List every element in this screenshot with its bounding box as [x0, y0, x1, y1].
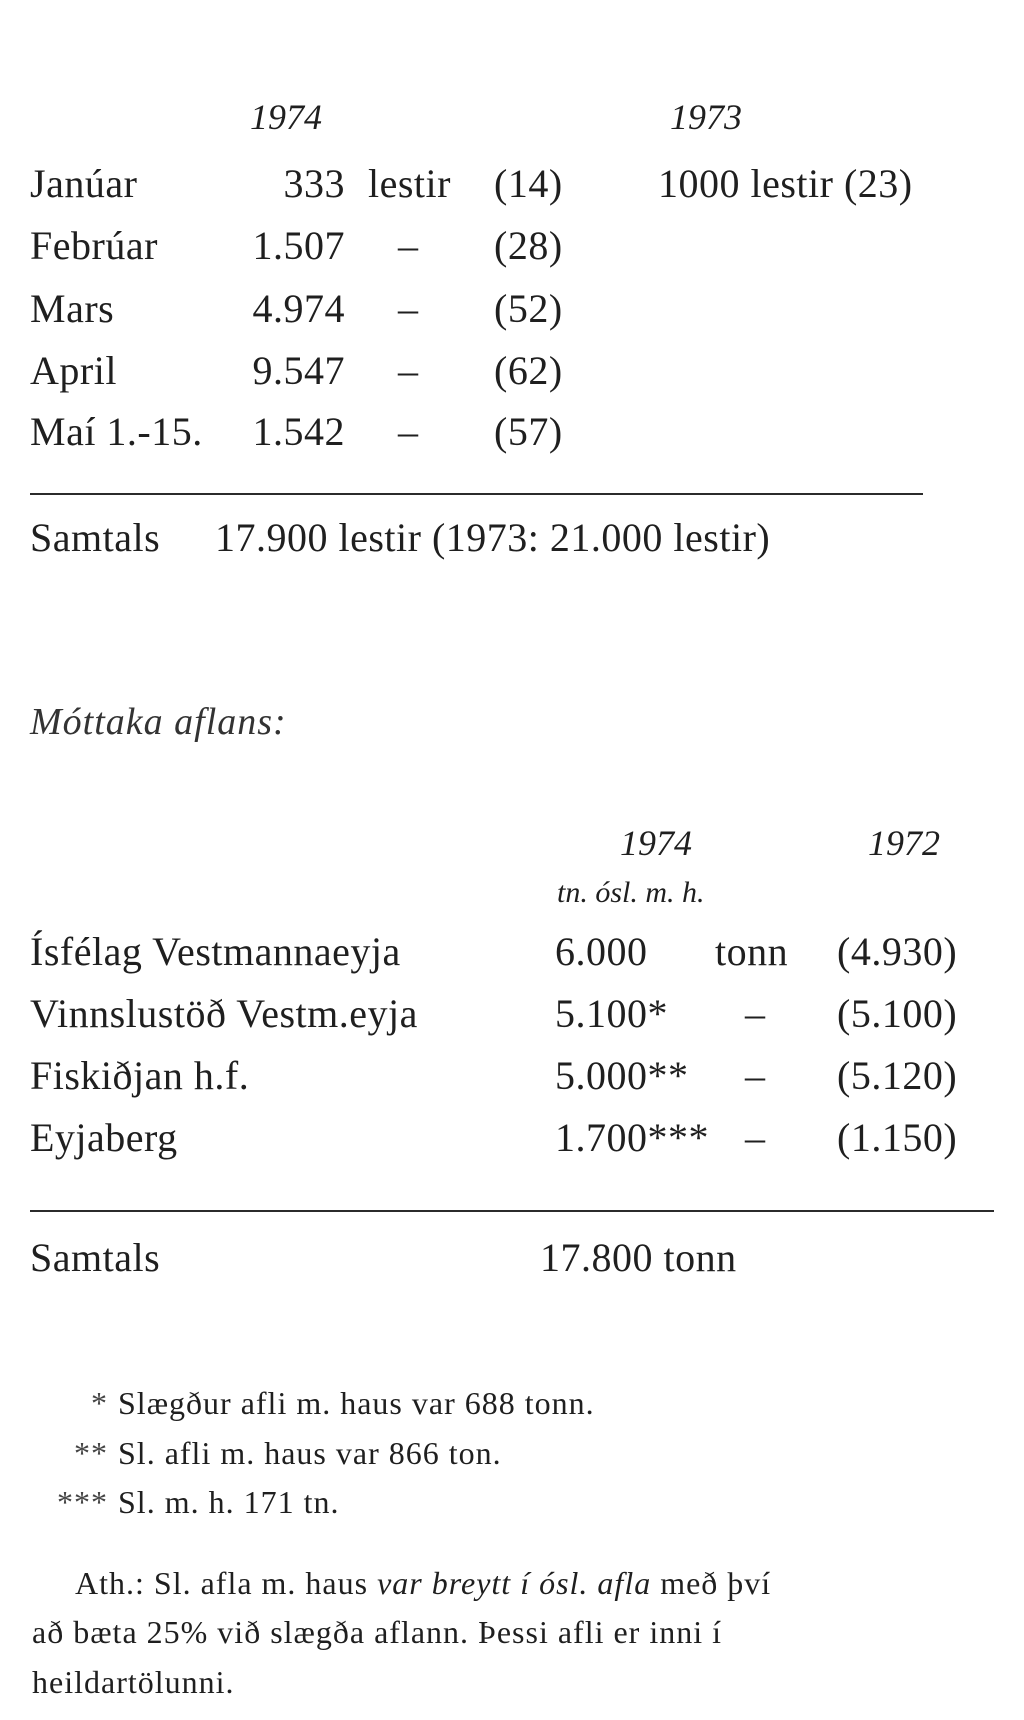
unit-label: –	[745, 1115, 766, 1160]
note-line-1	[75, 1565, 771, 1602]
footnote-text: Slægður afli m. haus var 688 tonn.	[118, 1385, 595, 1421]
catch-value: 1.507	[252, 223, 345, 268]
boat-count: (52)	[494, 286, 563, 331]
boat-count: (57)	[494, 409, 563, 454]
unit-label: –	[398, 409, 419, 454]
table1-total-text: 17.900 lestir (1973: 21.000 lestir)	[215, 515, 771, 560]
processor-name: Fiskiðjan h.f.	[30, 1053, 250, 1098]
catch-value: 333	[283, 161, 345, 206]
note-prefix: Ath.: Sl. afla m. haus	[75, 1565, 369, 1601]
year-1974-header-2: 1974	[620, 823, 692, 863]
table1-total-label: Samtals	[30, 515, 161, 560]
note-line-2: að bæta 25% við slægða aflann. Þessi afli er inni í	[32, 1614, 722, 1650]
table1-divider	[30, 493, 923, 495]
table2-total-label: Samtals	[30, 1235, 161, 1280]
catch-value: 1.542	[252, 409, 345, 454]
previous-tonnage: (4.930)	[837, 929, 958, 974]
unit-subheader: tn. ósl. m. h.	[557, 876, 705, 909]
footnote-mark: **	[74, 1435, 108, 1471]
month-label: Mars	[30, 286, 115, 331]
footnote-mark: *	[91, 1385, 108, 1421]
table2-total-value: 17.800 tonn	[540, 1235, 737, 1280]
boat-count: (14)	[494, 161, 563, 206]
processor-name: Vinnslustöð Vestm.eyja	[30, 991, 418, 1036]
footnote-text: Sl. afli m. haus var 866 ton.	[118, 1435, 502, 1471]
processed-tonnage: 5.000**	[555, 1053, 689, 1098]
processed-tonnage: 5.100*	[555, 991, 668, 1036]
processor-name: Eyjaberg	[30, 1115, 178, 1160]
unit-label: –	[398, 223, 419, 268]
month-label: Febrúar	[30, 223, 158, 268]
previous-tonnage: (1.150)	[837, 1115, 958, 1160]
month-label: April	[30, 348, 117, 393]
section-heading: Móttaka aflans:	[30, 701, 287, 743]
table2-divider	[30, 1210, 994, 1212]
unit-label: –	[745, 991, 766, 1036]
note-line-3: heildartölunni.	[32, 1664, 235, 1700]
processor-name: Ísfélag Vestmannaeyja	[30, 929, 401, 974]
note-suffix: með því	[660, 1565, 772, 1601]
boat-count: (28)	[494, 223, 563, 268]
previous-tonnage: (5.100)	[837, 991, 958, 1036]
previous-tonnage: (5.120)	[837, 1053, 958, 1098]
boat-count: (62)	[494, 348, 563, 393]
footnote-mark: ***	[57, 1484, 108, 1520]
year-1972-header: 1972	[868, 823, 940, 863]
unit-label: lestir	[368, 161, 451, 206]
month-label: Janúar	[30, 161, 138, 206]
footnote-text: Sl. m. h. 171 tn.	[118, 1484, 340, 1520]
year-1973-header: 1973	[670, 97, 742, 137]
unit-label: tonn	[715, 929, 789, 974]
unit-label: –	[398, 348, 419, 393]
unit-label: –	[745, 1053, 766, 1098]
unit-label: –	[398, 286, 419, 331]
processed-tonnage: 6.000	[555, 929, 648, 974]
month-label: Maí 1.-15.	[30, 409, 203, 454]
note-italic: var breytt í ósl. afla	[377, 1565, 652, 1601]
catch-value: 4.974	[252, 286, 345, 331]
january-1973-value: 1000 lestir (23)	[658, 161, 913, 206]
year-1974-header: 1974	[250, 97, 322, 137]
processed-tonnage: 1.700***	[555, 1115, 709, 1160]
catch-value: 9.547	[252, 348, 345, 393]
